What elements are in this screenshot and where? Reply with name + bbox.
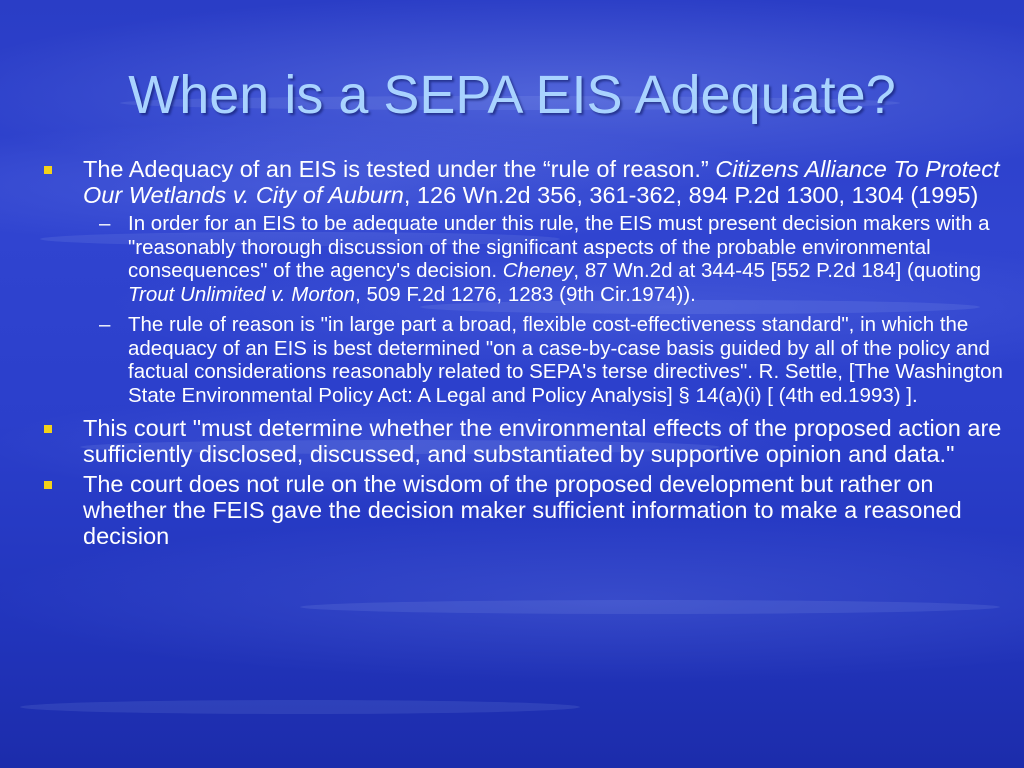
- sub-bullet-text: , 87 Wn.2d at 344-45 [552 P.2d 184] (quoting: [573, 259, 982, 282]
- dash-bullet-icon: –: [99, 313, 111, 336]
- case-citation: Trout Unlimited v. Morton: [128, 282, 356, 306]
- dash-bullet-icon: –: [99, 212, 111, 235]
- bullet-text: , 126 Wn.2d 356, 361-362, 894 P.2d 1300, 1304 (1995): [403, 182, 979, 208]
- slide-body: [44, 156, 1004, 553]
- bullet-text: This court "must determine whether the environmental effects of the proposed action are sufficiently disclosed, discussed, and substantiated by supportive opinion and data.": [83, 415, 1002, 467]
- bullet-text: The Adequacy of an EIS is tested under the “rule of reason.”: [83, 156, 716, 182]
- sub-bullet-text: In order for an EIS to be adequate under this rule, the EIS must present decision makers with a "reasonably thorough discussion of the significant aspects of the probable environmental consequences" of the agency's decision.: [128, 212, 990, 282]
- sub-bullet-item-adequacy: [83, 212, 1004, 306]
- bullet-item-court-determination: [44, 415, 1004, 467]
- sub-bullet-text: , 509 F.2d 1276, 1283 (9th Cir.1974)).: [355, 282, 696, 306]
- bullet-item-rule-of-reason: [44, 156, 1004, 208]
- sub-bullet-text: The rule of reason is "in large part a broad, flexible cost-effectiveness standard", in which the adequacy of an EIS is best determined "on a case-by-case basis guided by all of the policy and factual considerations reasonably related to SEPA's terse directives". R. Settle, [The Washington State Environmental Policy Act: A Legal and Policy Analysis] § 14(a)(i) [ (4th ed.1993) ].: [128, 313, 1003, 407]
- case-citation: Cheney: [502, 259, 574, 282]
- case-citation: Citizens Alliance To Protect Our Wetlands v. City of Auburn: [83, 156, 1000, 208]
- square-bullet-icon: [44, 425, 52, 433]
- sub-bullet-item-cost-effectiveness: [83, 313, 1004, 407]
- square-bullet-icon: [44, 166, 52, 174]
- background-streak: [300, 600, 1000, 614]
- background-streak: [20, 700, 580, 714]
- bullet-item-court-wisdom: [44, 471, 1004, 549]
- square-bullet-icon: [44, 481, 52, 489]
- sub-bullet-list: [44, 212, 1004, 407]
- bullet-text: The court does not rule on the wisdom of the proposed development but rather on whether the FEIS gave the decision maker sufficient information to make a reasoned decision: [83, 471, 962, 549]
- slide-title: When is a SEPA EIS Adequate?: [128, 65, 896, 125]
